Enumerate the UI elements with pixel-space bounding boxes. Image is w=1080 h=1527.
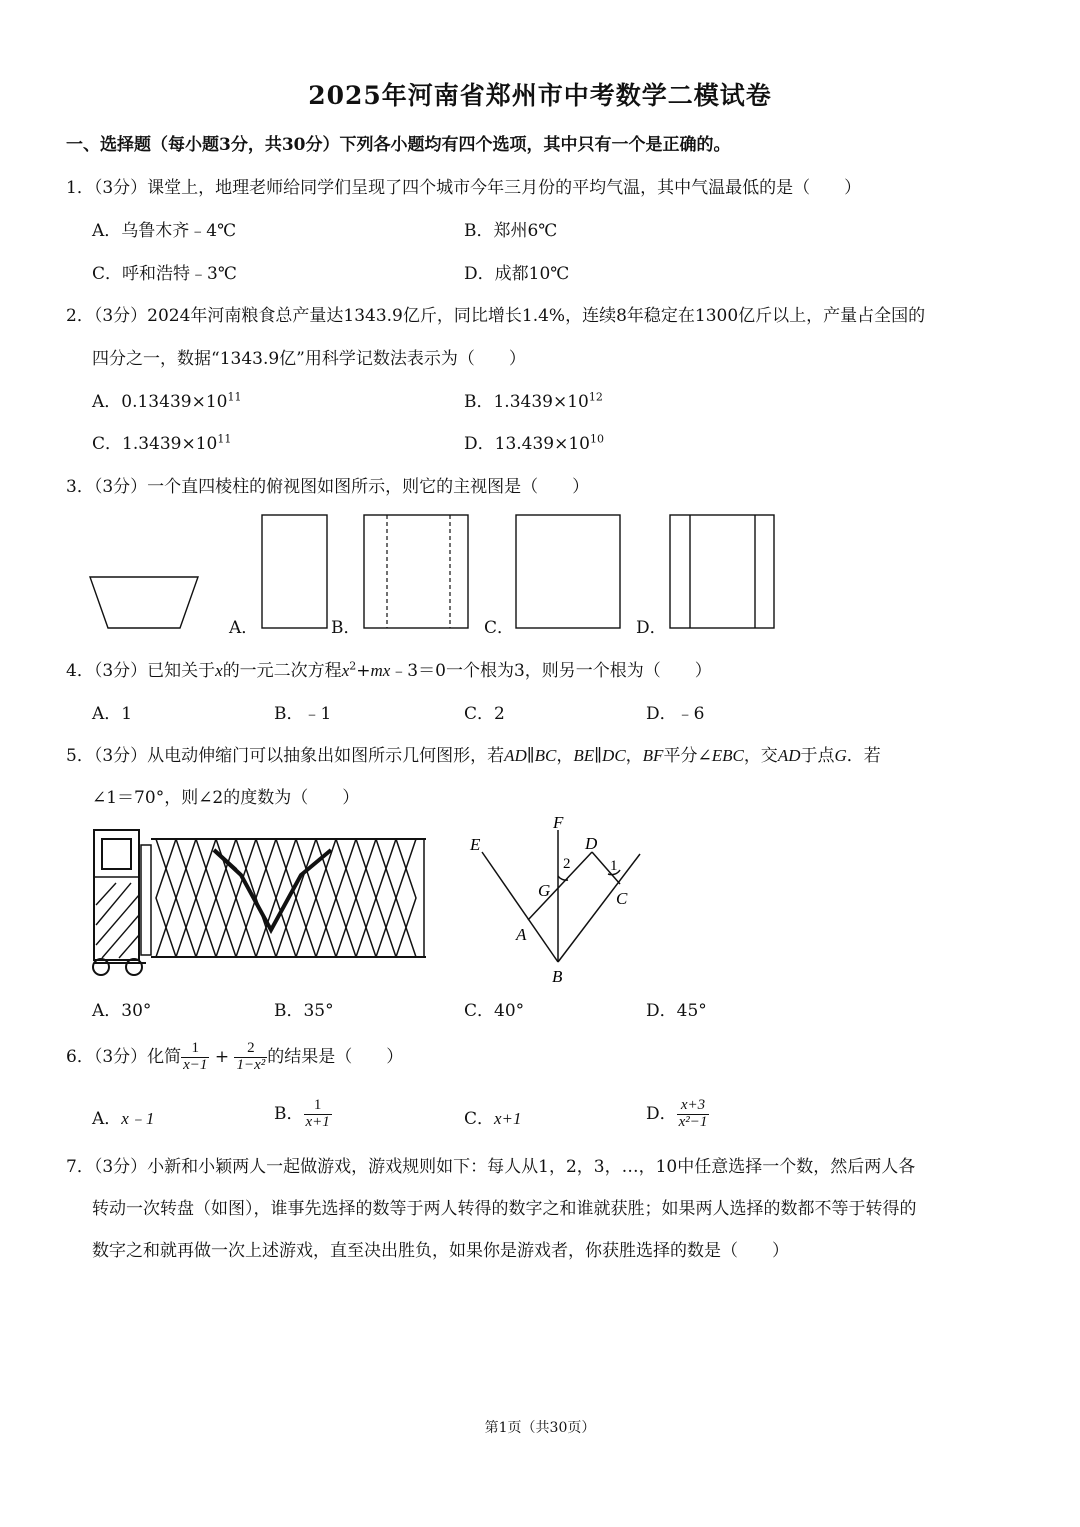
q1-option-a: A．乌鲁木齐﹣4℃	[92, 221, 237, 241]
question-6-stem: 6．（3分）化简 $\frac{1}{x-1}$ + $\frac{2}{\text{1−x²}}$ 的结果是（ ）	[66, 1040, 404, 1073]
q2-option-c: C．$1.3439\times 10^{11}$	[92, 432, 232, 454]
q5-option-c: C．40°	[464, 1001, 525, 1021]
q4-option-d: D．﹣6	[646, 704, 705, 724]
option-d-figure	[670, 515, 774, 628]
q2-option-b: B．$1.3439\times 10^{12}$	[464, 390, 603, 412]
label-a: A	[516, 925, 527, 944]
label-angle-2: 2	[563, 856, 571, 872]
q3-option-d: D．	[636, 618, 667, 638]
question-5-stem-line2: ∠1＝70°，则∠2的度数为（ ）	[92, 788, 360, 808]
q4-option-a: A．1	[92, 704, 133, 724]
question-7-stem-line2: 转动一次转盘（如图），谁事先选择的数等于两人转得的数字之和谁就获胜；如果两人选择的数都不等于转得的	[92, 1199, 917, 1219]
q6-option-c: C．x+1	[464, 1109, 522, 1129]
question-2-stem-line1: 2．（3分）2024年河南粮食总产量达1343.9亿斤，同比增长1.4%，连续8年稳定在1300亿斤以上，产量占全国的	[66, 306, 926, 326]
q4-option-c: C．2	[464, 704, 505, 724]
fraction-1: $\frac{1}{x-1}$	[183, 1040, 208, 1073]
page-title: 2025年河南省郑州市中考数学二模试卷	[308, 81, 772, 110]
q3-option-b: B．	[331, 618, 361, 638]
fraction-2: $\frac{2}{\text{1−x²}}$	[236, 1040, 266, 1073]
label-f: F	[553, 813, 564, 832]
label-e: E	[470, 835, 481, 854]
q6-option-a: A．x﹣1	[92, 1109, 155, 1129]
option-c-figure	[516, 515, 620, 628]
option-a-figure	[262, 515, 327, 628]
q5-option-a: A．30°	[92, 1001, 152, 1021]
q6-option-d: D． $\frac{x+3}{\text{x²−1}}$	[646, 1097, 708, 1130]
q2-option-a: A．$0.13439\times 10^{11}$	[92, 390, 242, 412]
question-7-stem-line1: 7．（3分）小新和小颖两人一起做游戏，游戏规则如下：每人从1，2，3，…，10中任意选择一个数，然后两人各	[66, 1157, 916, 1177]
q5-option-d: D．45°	[646, 1001, 707, 1021]
q5-option-b: B．35°	[274, 1001, 334, 1021]
label-b: B	[552, 967, 563, 986]
page-footer: 第1页（共30页）	[484, 1420, 596, 1436]
label-d: D	[585, 834, 598, 853]
q5-geometry-figure	[460, 812, 650, 992]
q3-option-a: A．	[229, 618, 259, 638]
q4-option-b: B．﹣1	[274, 704, 332, 724]
question-7-stem-line3: 数字之和就再做一次上述游戏，直至决出胜负，如果你是游戏者，你获胜选择的数是（ ）	[92, 1241, 789, 1261]
section-heading: 一、选择题（每小题3分，共30分）下列各小题均有四个选项，其中只有一个是正确的。	[66, 135, 731, 155]
question-4-stem: 4．（3分）已知关于x的一元二次方程$x^2+mx﹣3=0$一个根为3，则另一个根为（ ）	[66, 659, 712, 681]
q3-option-c: C．	[484, 618, 515, 638]
question-3-stem: 3．（3分）一个直四棱柱的俯视图如图所示，则它的主视图是（ ）	[66, 477, 590, 497]
q1-option-c: C．呼和浩特﹣3℃	[92, 264, 237, 284]
q3-figures	[0, 500, 1080, 640]
question-1-stem: 1．（3分）课堂上，地理老师给同学们呈现了四个城市今年三月份的平均气温，其中气温最低的是（ ）	[66, 178, 862, 198]
question-5-stem-line1: 5．（3分）从电动伸缩门可以抽象出如图所示几何图形，若AD∥BC，BE∥DC，BF平分∠EBC，交AD于点G．若	[66, 746, 881, 766]
question-2-stem-line2: 四分之一，数据“1343.9亿”用科学记数法表示为（ ）	[92, 349, 526, 369]
top-view-trapezoid	[90, 577, 198, 628]
segment-eb	[482, 852, 558, 962]
option-b-figure	[364, 515, 468, 628]
q1-option-b: B．郑州6℃	[464, 221, 558, 241]
q2-option-d: D．$13.439\times 10^{10}$	[464, 432, 604, 454]
label-g: G	[538, 881, 551, 900]
q5-gate-illustration	[86, 825, 436, 980]
q1-option-d: D．成都10℃	[464, 264, 570, 284]
label-c: C	[616, 889, 628, 908]
label-angle-1: 1	[610, 858, 618, 874]
q6-option-b: B． $\frac{1}{x+1}$	[274, 1097, 330, 1130]
